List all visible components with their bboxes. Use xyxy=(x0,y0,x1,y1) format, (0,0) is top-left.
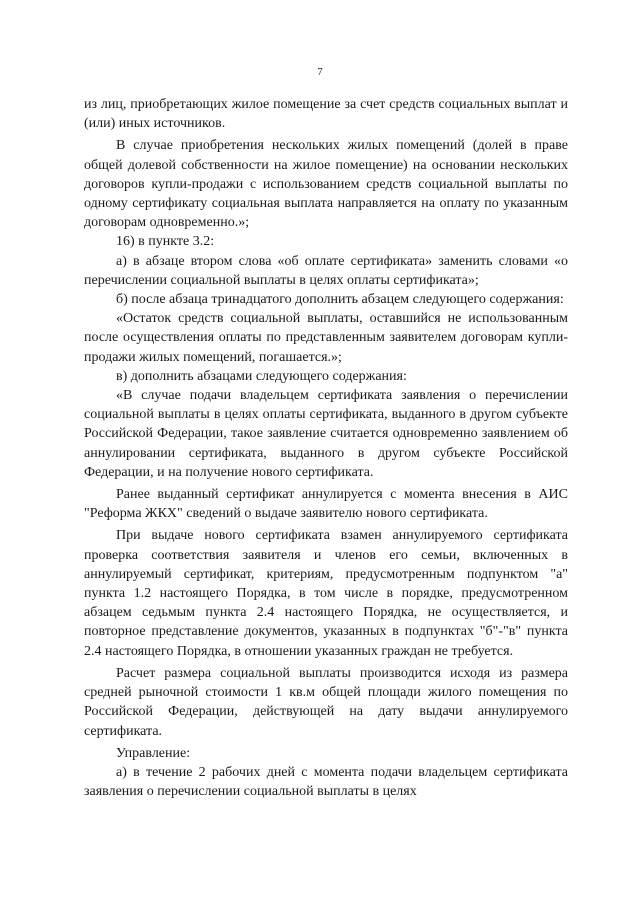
paragraph: 16) в пункте 3.2: xyxy=(116,234,215,250)
paragraph: Ранее выданный сертификат аннулируется с момента внесения в АИС "Реформа ЖКХ" сведений о выдаче заявителю нового сертификата. xyxy=(84,487,568,522)
paragraph: Расчет размера социальной выплаты производится исходя из размера средней рыночной стоимости 1 кв.м общей площади жилого помещения по Российской Федерации, действующей на дату выдачи аннулируемого сертификата. xyxy=(84,665,568,739)
paragraph: в) дополнить абзацами следующего содержания: xyxy=(116,368,407,384)
paragraph: При выдаче нового сертификата взамен аннулируемого сертификата проверка соответствия заявителя и членов его семьи, включенных в аннулируемый сертификат, критериям, предусмотренным подпунктом "а" пункта 1.2 настоящего Порядка, в том числе в порядке, предусмотренном абзацем седьмым пункта 2.4 настоящего Порядка, не осуществляется, и повторное представление документов, указанных в подпунктах "б"-"в" пункта 2.4 настоящего Порядка, в отношении указанных граждан не требуется. xyxy=(84,528,568,659)
paragraph: Управление: xyxy=(116,745,191,761)
paragraph: б) после абзаца тринадцатого дополнить абзацем следующего содержания: xyxy=(116,292,564,308)
paragraph: а) в течение 2 рабочих дней с момента подачи владельцем сертификата заявления о перечислении социальной выплаты в целях xyxy=(84,764,568,800)
document-body xyxy=(84,95,568,801)
paragraph: В случае приобретения нескольких жилых помещений (долей в праве общей долевой собственности на жилое помещение) на основании нескольких договоров купли-продажи с использованием средств социальной выплаты по одному сертификату социальная выплата направляется на оплату по указанным договорам одновременно.»; xyxy=(84,138,568,231)
paragraph: «Остаток средств социальной выплаты, оставшийся не использованным после осуществления оплаты по представленным заявителем договорам купли-продажи жилых помещений, погашается.»; xyxy=(84,311,568,365)
paragraph: «В случае подачи владельцем сертификата заявления о перечислении социальной выплаты в целях оплаты сертификата, выданного в другом субъекте Российской Федерации, такое заявление считается одновременно заявлением об аннулировании сертификата, выданного в другом субъекте Российской Федерации, и на получение нового сертификата. xyxy=(84,388,568,480)
paragraph: а) в абзаце втором слова «об оплате сертификата» заменить словами «о перечислении социальной выплаты в целях оплаты сертификата»; xyxy=(84,253,568,288)
page-number: 7 xyxy=(317,66,323,78)
paragraph: из лиц, приобретающих жилое помещение за счет средств социальных выплат и (или) иных источников. xyxy=(84,97,568,132)
